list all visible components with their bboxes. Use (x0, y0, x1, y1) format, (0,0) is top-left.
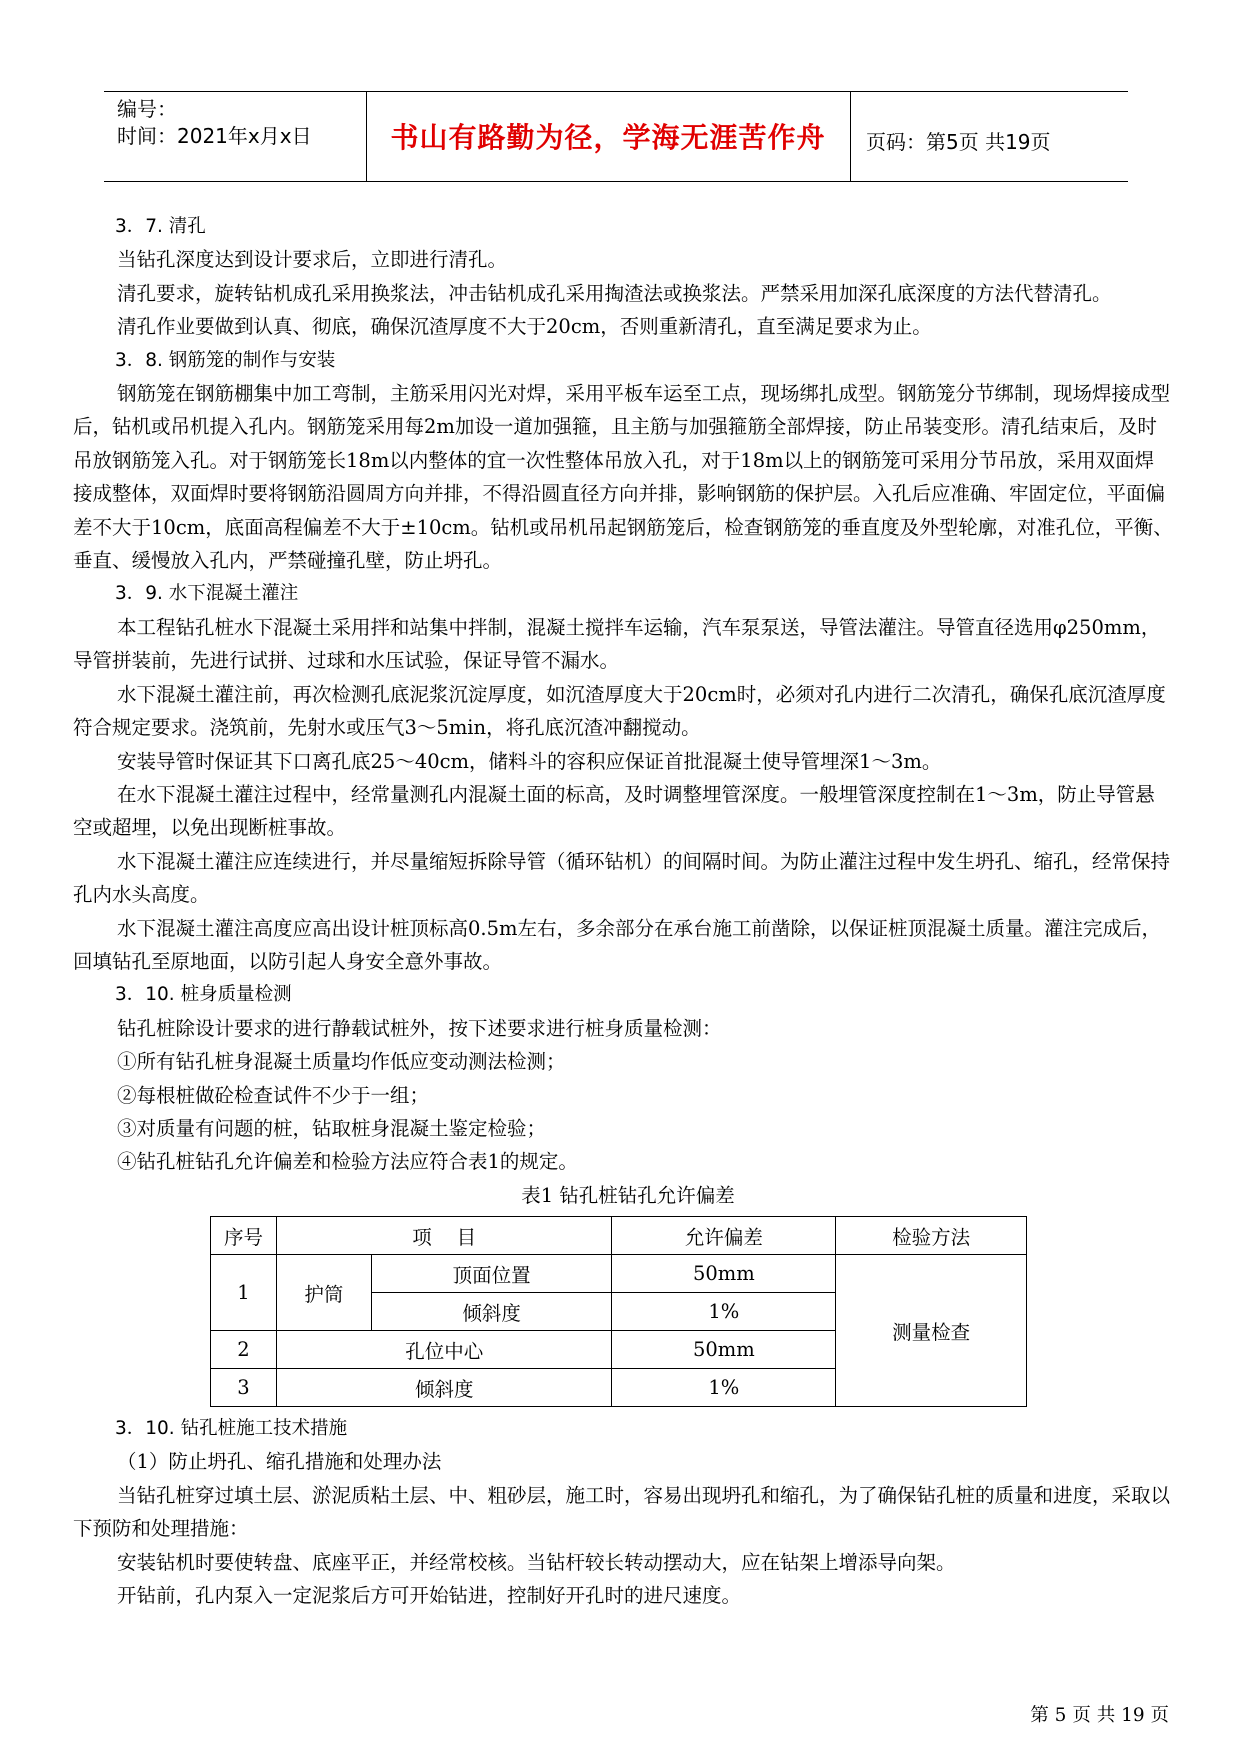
paragraph: 开钻前，孔内泵入一定泥浆后方可开始钻进，控制好开孔时的进尺速度。 (117, 1584, 742, 1608)
document-time-label: 时间：2021年x月x日 (117, 124, 312, 148)
table-cell-value: 50mm (612, 1255, 836, 1293)
paragraph: 清孔作业要做到认真、彻底，确保沉渣厚度不大于20cm，否则重新清孔，直至满足要求为止。 (117, 315, 932, 339)
paragraph: 当钻孔深度达到设计要求后，立即进行清孔。 (117, 248, 508, 272)
table-cell-value: 50mm (612, 1331, 836, 1369)
table-cell-item: 孔位中心 (276, 1331, 612, 1369)
paragraph: 安装钻机时要使转盘、底座平正，并经常校核。当钻杆较长转动摆动大，应在钻架上增添导向架。 (117, 1550, 956, 1574)
paragraph: 水下混凝土灌注高度应高出设计桩顶标高0.5m左右，多余部分在承台施工前凿除，以保证桩顶混凝土质量。灌注完成后，回填钻孔至原地面，以防引起人身安全意外事故。 (73, 916, 1162, 973)
paragraph: ①所有钻孔桩身混凝土质量均作低应变动测法检测； (117, 1050, 566, 1074)
table-cell-value: 1% (612, 1293, 836, 1331)
table-cell-value: 1% (612, 1369, 836, 1407)
table-cell-no: 3 (211, 1369, 277, 1407)
paragraph: 在水下混凝土灌注过程中，经常量测孔内混凝土面的标高，及时调整埋管深度。一般埋管深度控制在1～3m，防止导管悬空或超埋，以免出现断桩事故。 (73, 782, 1155, 840)
paragraph: 清孔要求，旋转钻机成孔采用换浆法，冲击钻机成孔采用掏渣法或换浆法。严禁采用加深孔底深度的方法代替清孔。 (117, 281, 1112, 305)
table-row (211, 1255, 1027, 1293)
paragraph: 本工程钻孔桩水下混凝土采用拌和站集中拌制，混凝土搅拌车运输，汽车泵泵送，导管法灌注。导管直径选用φ250mm，导管拼装前，先进行试拼、过球和水压试验，保证导管不漏水。 (73, 615, 1161, 673)
table-cell-no: 1 (211, 1255, 277, 1331)
table-cell-group: 护筒 (276, 1255, 371, 1331)
table-header-cell: 序号 (211, 1217, 277, 1255)
table-cell-item: 倾斜度 (276, 1369, 612, 1407)
header-page-label: 页码：第5页 共19页 (866, 130, 1051, 154)
paragraph: 钻孔桩除设计要求的进行静载试桩外，按下述要求进行桩身质量检测： (117, 1016, 722, 1040)
paragraph: 安装导管时保证其下口离孔底25～40cm，储料斗的容积应保证首批混凝土使导管埋深1～3m。 (117, 749, 942, 773)
document-number-label: 编号： (117, 97, 177, 121)
header-top-rule (104, 91, 1128, 92)
header-bottom-rule (104, 181, 1128, 182)
section-heading: 3．8. 钢筋笼的制作与安装 (115, 349, 336, 371)
document-body (73, 210, 1173, 1212)
deviation-table (210, 1216, 1027, 1407)
table-cell-no: 2 (211, 1331, 277, 1369)
table-cell-item: 顶面位置 (371, 1255, 612, 1293)
table-header-cell: 检验方法 (836, 1217, 1027, 1255)
paragraph: 钢筋笼在钢筋棚集中加工弯制，主筋采用闪光对焊，采用平板车运至工点，现场绑扎成型。钢筋笼分节绑制，现场焊接成型后，钻机或吊机提入孔内。钢筋笼采用每2m加设一道加强箍，且主筋与加强箍筋全部焊接，防止吊装变形。清孔结束后，及时吊放钢筋笼入孔。对于钢筋笼长18m以内整体的宜一次性整体吊放入孔，对于18m以上的钢筋笼可采用分节吊放，采用双面焊接成整体，双面焊时要将钢筋沿圆周方向并排，不得沿圆直径方向并排，影响钢筋的保护层。入孔后应准确、牢固定位，平面偏差不大于10cm，底面高程偏差不大于±10cm。钻机或吊机吊起钢筋笼后，检查钢筋笼的垂直度及外型轮廓，对准孔位，平衡、垂直、缓慢放入孔内，严禁碰撞孔壁，防止坍孔。 (73, 382, 1173, 573)
paragraph: 水下混凝土灌注前，再次检测孔底泥浆沉淀厚度，如沉渣厚度大于20cm时，必须对孔内进行二次清孔，确保孔底沉渣厚度符合规定要求。浇筑前，先射水或压气3～5min，将孔底沉渣冲翻搅动。 (73, 682, 1166, 740)
header-motto: 书山有路勤为径，学海无涯苦作舟 (390, 121, 826, 154)
table-header-cell: 项 目 (276, 1217, 612, 1255)
paragraph: （1）防止坍孔、缩孔措施和处理办法 (117, 1450, 442, 1474)
section-heading: 3．10. 钻孔桩施工技术措施 (115, 1418, 348, 1439)
paragraph: ②每根桩做砼检查试件不少于一组； (117, 1083, 430, 1107)
table-cell-method: 测量检查 (836, 1255, 1027, 1407)
paragraph: ④钻孔桩钻孔允许偏差和检验方法应符合表1的规定。 (117, 1150, 578, 1174)
section-heading: 3．10. 桩身质量检测 (115, 984, 292, 1006)
paragraph: 水下混凝土灌注应连续进行，并尽量缩短拆除导管（循环钻机）的间隔时间。为防止灌注过程中发生坍孔、缩孔，经常保持孔内水头高度。 (73, 849, 1171, 907)
table-header-row (211, 1217, 1027, 1255)
paragraph: 当钻孔桩穿过填土层、淤泥质粘土层、中、粗砂层，施工时，容易出现坍孔和缩孔，为了确保钻孔桩的质量和进度，采取以下预防和处理措施： (73, 1483, 1171, 1541)
document-body-continued (73, 1412, 1173, 1612)
section-heading: 3．7. 清孔 (115, 216, 206, 237)
section-heading: 3．9. 水下混凝土灌注 (115, 583, 299, 605)
table-header-cell: 允许偏差 (612, 1217, 836, 1255)
page-footer: 第 5 页 共 19 页 (1030, 1705, 1169, 1726)
paragraph: ③对质量有问题的桩，钻取桩身混凝土鉴定检验； (117, 1116, 547, 1140)
header-divider-right (850, 91, 851, 181)
table-cell-item: 倾斜度 (371, 1293, 612, 1331)
table-caption: 表1 钻孔桩钻孔允许偏差 (521, 1183, 735, 1207)
